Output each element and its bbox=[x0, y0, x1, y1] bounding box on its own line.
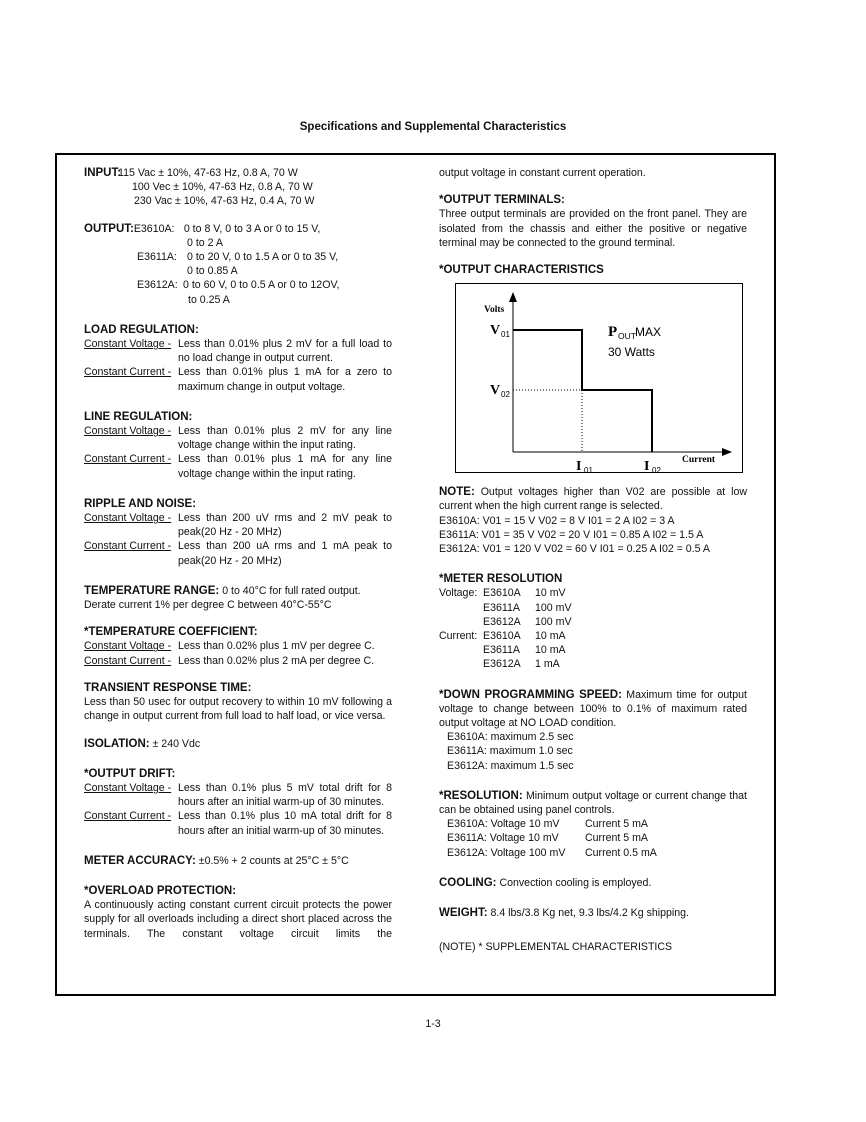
ripple-cc-text: Less than 200 uA rms and 1 mA peak to peak(20 Hz - 20 MHz) bbox=[178, 540, 392, 567]
meter-accuracy-text: ±0.5% + 2 counts at 25°C ± 5°C bbox=[198, 854, 349, 867]
meter-v-value-1: 10 mV bbox=[535, 587, 566, 600]
meter-current-label: Current: bbox=[439, 630, 478, 643]
meter-v-model-3: E3612A bbox=[483, 615, 521, 628]
resolution-row-1-voltage: E3610A: Voltage 10 mV bbox=[447, 818, 560, 831]
resolution-row-2-voltage: E3611A: Voltage 10 mV bbox=[447, 832, 559, 845]
meter-resolution-heading: *METER RESOLUTION bbox=[439, 573, 563, 586]
down-programming-item-3: E3612A: maximum 1.5 sec bbox=[447, 759, 574, 772]
input-line-3: 230 Vac ± 10%, 47-63 Hz, 0.4 A, 70 W bbox=[134, 195, 315, 208]
v01-sub: 01 bbox=[501, 330, 510, 340]
down-programming-heading: *DOWN PROGRAMMING SPEED: bbox=[439, 688, 622, 701]
input-heading: INPUT: bbox=[84, 167, 122, 179]
weight-heading: WEIGHT: bbox=[439, 907, 488, 920]
ripple-section bbox=[84, 497, 392, 568]
output-characteristics-chart bbox=[455, 283, 743, 473]
ripple-cv-text: Less than 200 uV rms and 2 mV peak to peak(20 Hz - 20 MHz) bbox=[178, 512, 392, 539]
note-model-3: E3612A: V01 = 120 V V02 = 60 V I01 = 0.25 A I02 = 0.5 A bbox=[439, 543, 710, 556]
output-terminals-text: Three output terminals are provided on the front panel. They are isolated from the chassis and either the positive or negative terminal may be connected to the ground terminal. bbox=[439, 208, 747, 249]
drift-cv-text: Less than 0.1% plus 5 mV total drift for 8 hours after an initial warm-up of 30 minutes. bbox=[178, 781, 392, 809]
chart-svg bbox=[456, 284, 742, 472]
left-column bbox=[84, 166, 392, 941]
overload-text: A continuously acting constant current circuit protects the power supply for all overloads including a direct short placed across the terminals. The constant voltage circuit limits the bbox=[84, 899, 392, 940]
resolution-row-1-current: Current 5 mA bbox=[585, 818, 648, 831]
output-characteristics-section bbox=[439, 263, 747, 473]
temp-coef-cv-label: Constant Voltage - bbox=[84, 640, 172, 653]
resolution-row-3-voltage: E3612A: Voltage 100 mV bbox=[447, 846, 566, 859]
output-model-1-line2: 0 to 2 A bbox=[187, 236, 223, 249]
resolution-row-2-current: Current 5 mA bbox=[585, 832, 648, 845]
down-programming-text: Maximum time for output voltage to change between 100% to 0.1% of maximum rated output voltage at NO LOAD condition. bbox=[439, 688, 747, 730]
temperature-range-heading: TEMPERATURE RANGE: bbox=[84, 584, 220, 597]
i01-sub: 01 bbox=[584, 466, 593, 473]
load-regulation-section bbox=[84, 323, 392, 394]
output-terminals-heading: *OUTPUT TERMINALS: bbox=[439, 194, 565, 207]
temp-coef-cc-label: Constant Current - bbox=[84, 654, 172, 667]
meter-resolution-section bbox=[439, 572, 747, 671]
output-drift-heading: *OUTPUT DRIFT: bbox=[84, 767, 176, 780]
drift-cc-text: Less than 0.1% plus 10 mA total drift for 8 hours after an initial warm-up of 30 minutes. bbox=[178, 810, 392, 837]
pout-max: MAX bbox=[635, 325, 662, 340]
output-model-3-line2: to 0.25 A bbox=[188, 293, 230, 306]
meter-c-model-3: E3612A bbox=[483, 658, 521, 671]
down-programming-item-2: E3611A: maximum 1.0 sec bbox=[447, 745, 573, 758]
output-section bbox=[84, 222, 392, 307]
temp-coef-cc-text: Less than 0.02% plus 2 mA per degree C. bbox=[178, 654, 375, 667]
temperature-range-text1: 0 to 40°C for full rated output. bbox=[222, 584, 361, 597]
load-reg-cc-label: Constant Current - bbox=[84, 366, 172, 379]
resolution-heading: *RESOLUTION: bbox=[439, 789, 523, 802]
overload-section bbox=[84, 884, 392, 941]
overload-heading: *OVERLOAD PROTECTION: bbox=[84, 884, 237, 897]
output-model-1: E3610A: bbox=[133, 222, 175, 235]
meter-v-value-3: 100 mV bbox=[535, 615, 572, 628]
note-heading: NOTE: bbox=[439, 486, 475, 499]
x-axis-arrow bbox=[722, 448, 732, 456]
isolation-section bbox=[84, 737, 392, 751]
transient-section bbox=[84, 681, 392, 724]
cooling-heading: COOLING: bbox=[439, 876, 497, 889]
output-terminals-section bbox=[439, 193, 747, 250]
output-drift-section bbox=[84, 767, 392, 838]
load-reg-cv-text: Less than 0.01% plus 2 mV for a full load to no load change in output current. bbox=[178, 338, 392, 365]
meter-voltage-label: Voltage: bbox=[439, 587, 478, 600]
resolution-row-3-current: Current 0.5 mA bbox=[585, 846, 657, 859]
y-axis-arrow bbox=[509, 292, 517, 302]
temperature-range-section bbox=[84, 584, 392, 612]
temperature-range-text2: Derate current 1% per degree C between 40°C-55°C bbox=[84, 599, 332, 612]
drift-cv-label: Constant Voltage - bbox=[84, 781, 172, 794]
output-model-1-line1: 0 to 8 V, 0 to 3 A or 0 to 15 V, bbox=[183, 222, 321, 235]
v01-label: V bbox=[490, 323, 501, 339]
temp-coef-cv-text: Less than 0.02% plus 1 mV per degree C. bbox=[178, 640, 375, 653]
isolation-heading: ISOLATION: bbox=[84, 737, 150, 750]
drift-cc-label: Constant Current - bbox=[84, 810, 172, 823]
meter-v-model-2: E3611A bbox=[483, 601, 520, 614]
line-reg-cv-text: Less than 0.01% plus 2 mV for any line voltage change within the input rating. bbox=[178, 425, 392, 452]
transient-text: Less than 50 usec for output recovery to within 10 mV following a change in output current from full load to half load, or vice versa. bbox=[84, 696, 392, 723]
input-line-2: 100 Vec ± 10%, 47-63 Hz, 0.8 A, 70 W bbox=[132, 181, 313, 194]
page-number: 1-3 bbox=[425, 1018, 441, 1030]
line-reg-cc-text: Less than 0.01% plus 1 mA for any line voltage change within the input rating. bbox=[178, 453, 392, 480]
meter-v-model-1: E3610A bbox=[483, 587, 521, 600]
line-reg-cc-label: Constant Current - bbox=[84, 453, 172, 466]
input-section bbox=[84, 166, 392, 209]
v02-label: V bbox=[490, 383, 501, 399]
x-axis-label: Current bbox=[682, 455, 716, 466]
output-heading: OUTPUT: bbox=[84, 222, 134, 235]
ripple-cc-label: Constant Current - bbox=[84, 540, 172, 553]
y-axis-label: Volts bbox=[484, 305, 505, 316]
line-reg-cv-label: Constant Voltage - bbox=[84, 425, 172, 438]
meter-c-value-1: 10 mA bbox=[535, 630, 566, 643]
isolation-text: ± 240 Vdc bbox=[152, 737, 201, 750]
output-characteristics-heading: *OUTPUT CHARACTERISTICS bbox=[439, 264, 604, 277]
meter-accuracy-section bbox=[84, 854, 392, 868]
load-reg-cc-text: Less than 0.01% plus 1 mA for a zero to maximum change in output voltage. bbox=[178, 366, 392, 393]
temp-coefficient-heading: *TEMPERATURE COEFFICIENT: bbox=[84, 626, 258, 639]
overload-continued: output voltage in constant current operation. bbox=[439, 167, 646, 179]
right-column bbox=[439, 166, 747, 955]
pout-watts: 30 Watts bbox=[608, 345, 655, 360]
load-regulation-heading: LOAD REGULATION: bbox=[84, 323, 199, 336]
footnote: (NOTE) * SUPPLEMENTAL CHARACTERISTICS bbox=[439, 941, 673, 954]
meter-v-value-2: 100 mV bbox=[535, 601, 572, 614]
output-model-3: E3612A: bbox=[137, 279, 178, 292]
pout-label: P bbox=[608, 324, 618, 341]
i01-label: I bbox=[576, 459, 582, 473]
output-model-3-line1: 0 to 60 V, 0 to 0.5 A or 0 to 12OV, bbox=[183, 279, 340, 292]
i02-label: I bbox=[644, 459, 650, 473]
cooling-section bbox=[439, 876, 747, 890]
meter-c-model-2: E3611A bbox=[483, 644, 520, 657]
meter-accuracy-heading: METER ACCURACY: bbox=[84, 854, 196, 867]
output-model-2-line1: 0 to 20 V, 0 to 1.5 A or 0 to 35 V, bbox=[187, 251, 339, 264]
v02-sub: 02 bbox=[501, 390, 510, 400]
resolution-text: Minimum output voltage or current change that can be obtained using panel controls. bbox=[439, 789, 747, 817]
output-model-2-line2: 0 to 0.85 A bbox=[187, 265, 238, 278]
line-regulation-heading: LINE REGULATION: bbox=[84, 410, 193, 423]
meter-c-value-2: 10 mA bbox=[535, 644, 566, 657]
temp-coefficient-section bbox=[84, 625, 392, 668]
cooling-text: Convection cooling is employed. bbox=[499, 876, 652, 889]
pout-sub: OUT bbox=[618, 331, 636, 342]
note-model-2: E3611A: V01 = 35 V V02 = 20 V I01 = 0.85 A I02 = 1.5 A bbox=[439, 528, 704, 541]
note-text: Output voltages higher than V02 are possible at low current when the high current range is selected. bbox=[439, 486, 747, 513]
load-reg-cv-label: Constant Voltage - bbox=[84, 338, 172, 351]
transient-heading: TRANSIENT RESPONSE TIME: bbox=[84, 681, 252, 694]
note-section bbox=[439, 485, 747, 556]
note-model-1: E3610A: V01 = 15 V V02 = 8 V I01 = 2 A I02 = 3 A bbox=[439, 514, 675, 527]
weight-section bbox=[439, 906, 747, 920]
page-title: Specifications and Supplemental Characteristics bbox=[299, 121, 567, 133]
down-programming-section bbox=[439, 688, 747, 773]
input-line-1: 115 Vac ± 10%, 47-63 Hz, 0.8 A, 70 W bbox=[118, 167, 298, 179]
meter-c-model-1: E3610A bbox=[483, 630, 521, 643]
line-regulation-section bbox=[84, 410, 392, 481]
output-model-2: E3611A: bbox=[137, 251, 177, 264]
down-programming-item-1: E3610A: maximum 2.5 sec bbox=[447, 731, 574, 744]
i02-sub: 02 bbox=[652, 466, 661, 473]
meter-c-value-3: 1 mA bbox=[535, 658, 560, 671]
resolution-section bbox=[439, 789, 747, 860]
ripple-cv-label: Constant Voltage - bbox=[84, 512, 172, 525]
ripple-heading: RIPPLE AND NOISE: bbox=[84, 497, 197, 510]
weight-text: 8.4 lbs/3.8 Kg net, 9.3 lbs/4.2 Kg shipping. bbox=[490, 907, 689, 920]
